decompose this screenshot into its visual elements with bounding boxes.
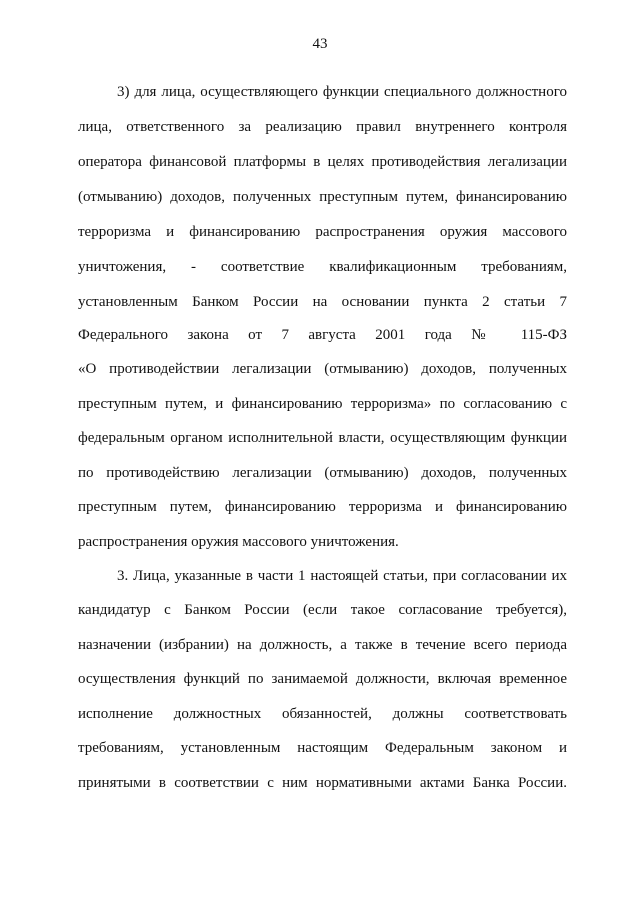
paragraph-1-line-13: преступным путем, финансированию терроризма и финансированию [78, 499, 567, 515]
paragraph-1-line-11: федеральным органом исполнительной власти, осуществляющим функции [78, 430, 567, 446]
paragraph-1-line-3: оператора финансовой платформы в целях противодействия легализации [78, 154, 567, 170]
paragraph-2-line-6: требованиям, установленным настоящим Федеральным законом и [78, 740, 567, 756]
paragraph-1-line-1: 3) для лица, осуществляющего функции специального должностного [117, 84, 567, 100]
paragraph-2-line-1: 3. Лица, указанные в части 1 настоящей статьи, при согласовании их [117, 568, 567, 584]
paragraph-1-line-9: «О противодействии легализации (отмыванию) доходов, полученных [78, 361, 567, 377]
paragraph-2-line-3: назначении (избрании) на должность, а также в течение всего периода [78, 637, 567, 653]
paragraph-1-line-2: лица, ответственного за реализацию правил внутреннего контроля [78, 119, 567, 135]
paragraph-1-line-8: Федерального закона от 7 августа 2001 года № 115-ФЗ [78, 327, 567, 343]
paragraph-1-line-14: распространения оружия массового уничтожения. [78, 534, 399, 550]
paragraph-1-line-5: терроризма и финансированию распространения оружия массового [78, 224, 567, 240]
page-number: 43 [312, 36, 328, 52]
paragraph-2-line-4: осуществления функций по занимаемой должности, включая временное [78, 671, 567, 687]
paragraph-1-line-4: (отмыванию) доходов, полученных преступным путем, финансированию [78, 189, 567, 205]
paragraph-1-line-12: по противодействию легализации (отмыванию) доходов, полученных [78, 465, 567, 481]
paragraph-2-line-7: принятыми в соответствии с ним нормативными актами Банка России. [78, 775, 567, 791]
paragraph-1-line-7: установленным Банком России на основании пункта 2 статьи 7 [78, 294, 567, 310]
paragraph-2-line-2: кандидатур с Банком России (если такое согласование требуется), [78, 602, 567, 618]
paragraph-1-line-6: уничтожения, - соответствие квалификационным требованиям, [78, 259, 567, 275]
paragraph-1-line-10: преступным путем, и финансированию терроризма» по согласованию с [78, 396, 567, 412]
paragraph-2-line-5: исполнение должностных обязанностей, должны соответствовать [78, 706, 567, 722]
